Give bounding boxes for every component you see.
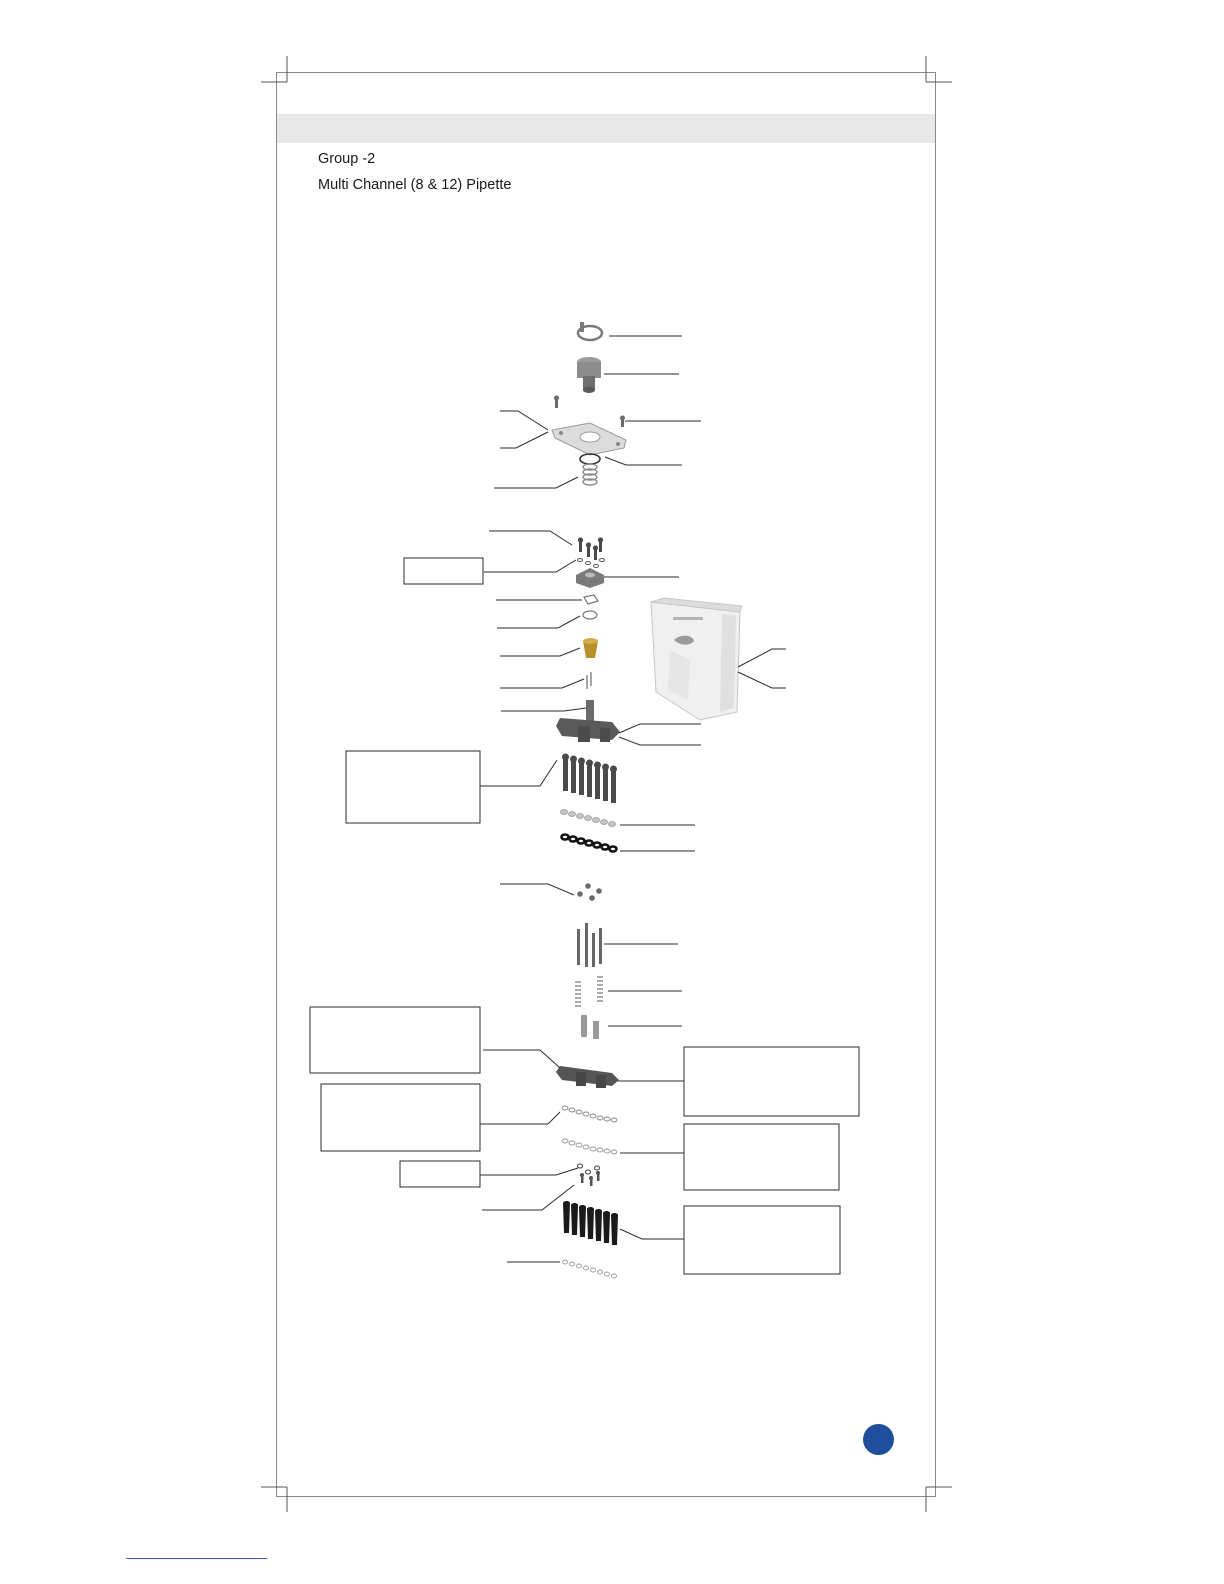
sleeve-pair-part [581,1015,599,1039]
label-box-4 [321,1084,480,1151]
group-title: Group -2 [318,151,376,167]
leader-lines [480,336,786,1262]
footer-link-underline [126,1558,267,1559]
clip-ring-part [578,322,602,340]
label-box-8 [684,1206,840,1274]
top-plate-part [552,423,626,455]
long-screw-row-part [562,754,617,804]
page-subtitle: Multi Channel (8 & 12) Pipette [318,177,512,193]
bottom-ring-row-part [563,1260,617,1278]
label-box-1 [404,558,483,584]
washer-set-part [578,559,605,568]
seal-ring-part [583,611,597,619]
knob-part [577,357,601,393]
brass-cylinder-part [583,638,598,658]
rod-set-part [577,923,602,967]
housing-part [651,598,742,720]
lower-manifold-part [556,1066,619,1088]
light-washer-row-part [561,810,616,827]
label-box-3 [310,1007,480,1073]
pin-part [587,672,591,689]
spring-part [583,464,597,485]
label-box-5 [400,1161,480,1187]
fine-washer-row-b-part [562,1139,617,1154]
label-boxes [310,558,859,1274]
page-number-dot [863,1424,894,1455]
fine-washer-row-a-part [562,1106,617,1122]
label-box-6 [684,1047,859,1116]
label-box-7 [684,1124,839,1190]
label-box-2 [346,751,480,823]
block-part [576,568,604,588]
gasket-part [584,595,598,604]
spring-pair-part [575,977,603,1006]
manifold-part [556,700,620,742]
tip-cone-row-part [563,1201,618,1245]
dark-oring-row-part [562,835,617,852]
screw-set-part [578,537,603,560]
small-screw-part [554,396,625,428]
nut-set-part [577,883,602,901]
